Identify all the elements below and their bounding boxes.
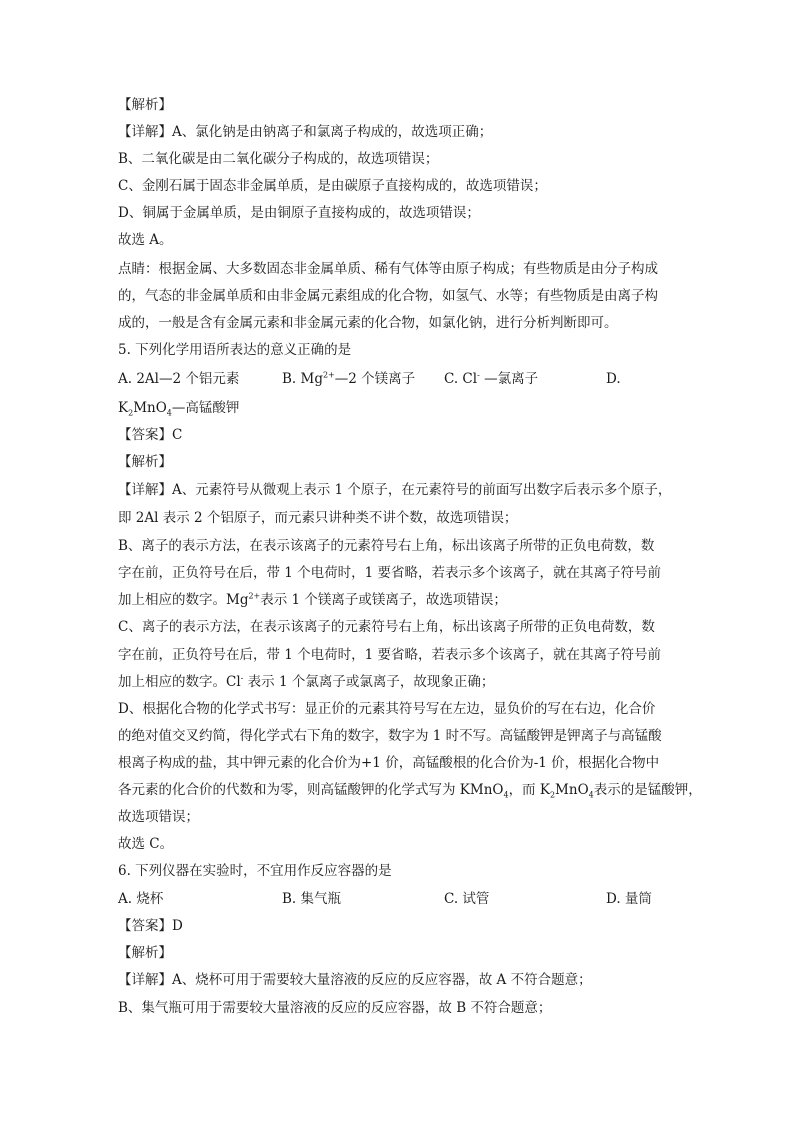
q6-analysis-tag: 【解析】 bbox=[118, 945, 172, 961]
q6-analysis-line: 【详解】A、烧杯可用于需要较大量溶液的反应的反应容器，故 A 不符合题意； bbox=[118, 972, 592, 988]
q5-option-c: C. Cl- —氯离子 bbox=[444, 370, 539, 387]
q5-analysis-line: B、离子的表示方法，在表示该离子的元素符号右上角，标出该离子所带的正负电荷数，数 bbox=[118, 538, 655, 554]
q4-analysis-line: D、铜属于金属单质，是由铜原子直接构成的，故选项错误； bbox=[118, 205, 480, 221]
q5-stem: 5. 下列化学用语所表达的意义正确的是 bbox=[118, 342, 352, 358]
q6-stem: 6. 下列仪器在实验时，不宜用作反应容器的是 bbox=[118, 863, 392, 879]
q4-analysis-tag: 【解析】 bbox=[118, 97, 172, 113]
q4-analysis-line: 【详解】A、氯化钠是由钠离子和氯离子构成的，故选项正确； bbox=[118, 124, 493, 140]
q5-option-d: D. bbox=[606, 371, 621, 387]
q6-option-b: B. 集气瓶 bbox=[282, 891, 342, 907]
q6-option-d: D. 量筒 bbox=[606, 891, 652, 907]
q5-analysis-line: 各元素的化合价的代数和为零，则高锰酸钾的化学式写为 KMnO$_4$，而 $K_2MnO_4$表示的是锰酸钾， bbox=[118, 782, 702, 800]
q5-option-b: B. $Mg^{2+}—2$ 个镁离子 bbox=[282, 370, 416, 387]
q6-analysis-line: B、集气瓶可用于需要较大量溶液的反应的反应容器，故 B 不符合题意； bbox=[118, 1000, 552, 1016]
q5-analysis-line: 故选项错误； bbox=[118, 809, 199, 825]
q5-option-a: A. 2Al—2 个铝元素 bbox=[118, 371, 240, 387]
q4-note-line: 成的，一般是含有金属元素和非金属元素的化合物，如氯化钠，进行分析判断即可。 bbox=[118, 315, 618, 331]
q4-analysis-line: B、二氧化碳是由二氧化碳分子构成的，故选项错误； bbox=[118, 151, 439, 167]
q5-analysis-line: 【详解】A、元素符号从微观上表示 1 个原子，在元素符号的前面写出数字后表示多个原子， bbox=[118, 482, 672, 498]
q4-note-line: 的，气态的非金属单质和由非金属元素组成的化合物，如氢气、水等；有些物质是由离子构 bbox=[118, 288, 658, 304]
q5-analysis-line: 字在前，正负符号在后，带 1 个电荷时，1 要省略，若表示多个该离子，就在其离子符号前 bbox=[118, 565, 662, 581]
q5-analysis-line: 故选 C。 bbox=[118, 836, 174, 852]
q4-note-line: 点睛：根据金属、大多数固态非金属单质、稀有气体等由原子构成；有些物质是由分子构成 bbox=[118, 261, 658, 277]
q4-analysis-line: C、金刚石属于固态非金属单质，是由碳原子直接构成的，故选项错误； bbox=[118, 178, 547, 194]
q5-analysis-line: 的绝对值交叉约简，得化学式右下角的数字，数字为 1 时不写。高锰酸钾是钾离子与高锰酸 bbox=[118, 728, 662, 744]
q5-analysis-line: C、离子的表示方法，在表示该离子的元素符号右上角，标出该离子所带的正负电荷数，数 bbox=[118, 619, 655, 635]
q5-analysis-line: 即 2Al 表示 2 个铝原子，而元素只讲种类不讲个数，故选项错误； bbox=[118, 510, 518, 526]
q5-option-d-formula: $K_2MnO_4—$高锰酸钾 bbox=[118, 400, 240, 418]
q6-option-c: C. 试管 bbox=[444, 891, 490, 907]
q5-analysis-line: 根离子构成的盐，其中钾元素的化合价为+1 价，高锰酸根的化合价为-1 价，根据化合物中 bbox=[118, 755, 660, 771]
q4-analysis-line: 故选 A。 bbox=[118, 232, 173, 248]
q5-analysis-line: 加上相应的数字。$Mg^{2+}$表示 1 个镁离子或镁离子，故选项错误； bbox=[118, 591, 507, 608]
q5-analysis-line: 字在前，正负符号在后，带 1 个电荷时，1 要省略，若表示多个该离子，就在其离子符号前 bbox=[118, 647, 662, 663]
q6-option-a: A. 烧杯 bbox=[118, 891, 164, 907]
q5-analysis-tag: 【解析】 bbox=[118, 454, 172, 470]
q5-analysis-line: D、根据化合物的化学式书写：显正价的元素其符号写在左边，显负价的写在右边，化合价 bbox=[118, 701, 656, 717]
q5-analysis-line: 加上相应的数字。Cl- 表示 1 个氯离子或氯离子，故现象正确； bbox=[118, 673, 495, 690]
q5-answer: 【答案】C bbox=[118, 427, 183, 443]
q6-answer: 【答案】D bbox=[118, 918, 183, 934]
